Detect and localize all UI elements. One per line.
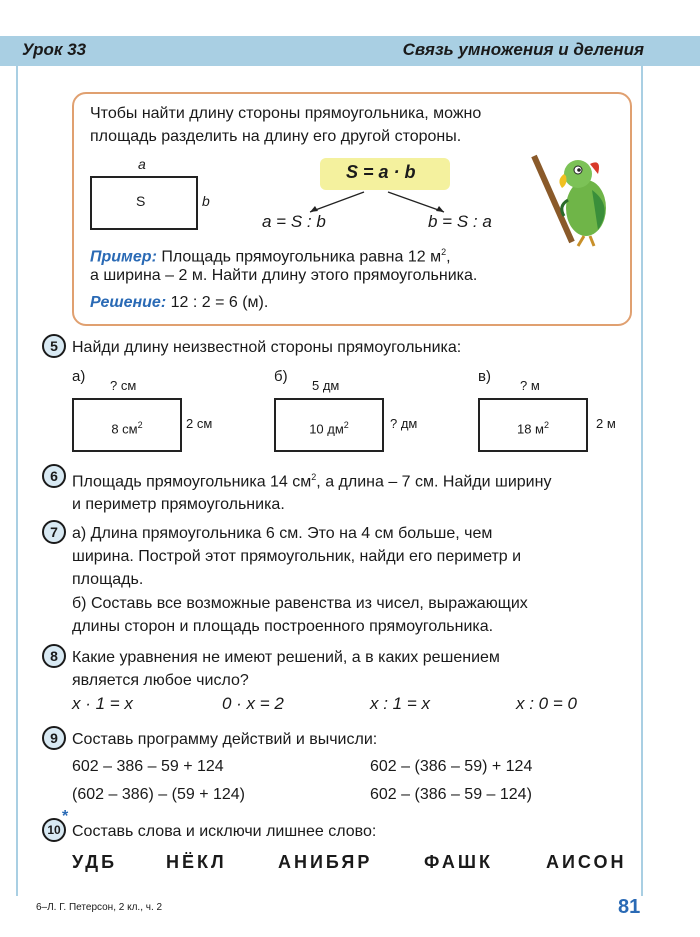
left-margin-rule	[16, 66, 18, 896]
task-5-number: 5	[42, 334, 66, 358]
task-7b-line-1: б) Составь все возможные равенства из чисел, выражающих	[72, 595, 528, 612]
task-5a-letter: а)	[72, 368, 86, 385]
example-sup: 2	[441, 247, 447, 257]
task-8-line-2: является любое число?	[72, 672, 249, 689]
task-9-expression-2: 602 – (386 – 59) + 124	[370, 758, 533, 775]
task-8-line-1: Какие уравнения не имеют решений, а в каких решением	[72, 649, 500, 666]
task-6-sup: 2	[311, 472, 317, 482]
task-10-star: *	[62, 808, 69, 825]
parrot-illustration	[528, 150, 618, 250]
rect-label-b: b	[202, 193, 210, 209]
example-text-1: Площадь прямоугольника равна 12 м	[161, 248, 442, 266]
lesson-topic: Связь умножения и деления	[402, 40, 644, 59]
task-10-word-1: УДБ	[72, 852, 118, 872]
task-8-text	[72, 646, 632, 692]
task-5c-letter: в)	[478, 368, 491, 385]
task-9-expression-3: (602 – 386) – (59 + 124)	[72, 786, 246, 803]
area-formula: S = a · b	[346, 162, 416, 182]
task-9-text: Составь программу действий и вычисли:	[72, 731, 378, 748]
task-5c-sup: 2	[544, 420, 550, 430]
task-10-word-2: НЁКЛ	[166, 852, 227, 872]
example-text-2: а ширина – 2 м. Найти длину этого прямоугольника.	[90, 267, 478, 284]
right-margin-rule	[641, 66, 643, 896]
solution-label: Решение:	[90, 294, 167, 311]
solution-line	[90, 291, 630, 314]
task-6-line-2: и периметр прямоугольника.	[72, 496, 285, 514]
task-5c-rectangle	[478, 398, 588, 452]
task-10-word-4: ФАШК	[424, 852, 493, 872]
task-8-number: 8	[42, 644, 66, 668]
task-6-line-1b: , а длина – 7 см. Найди ширину	[316, 473, 552, 491]
task-7a-line-3: площадь.	[72, 571, 144, 588]
task-5b-sup: 2	[343, 420, 349, 430]
task-10-word-3: АНИБЯР	[278, 852, 373, 872]
task-8-equation-4: x : 0 = 0	[516, 694, 577, 713]
task-9-number: 9	[42, 726, 66, 750]
task-5b-letter: б)	[274, 368, 288, 385]
task-5a-sup: 2	[137, 420, 143, 430]
task-6-line-1	[72, 466, 632, 493]
task-10-number: 10	[42, 818, 66, 842]
task-5c-area: 18 м	[516, 421, 544, 437]
solution-text: 12 : 2 = 6 (м).	[170, 294, 269, 311]
task-7-number: 7	[42, 520, 66, 544]
task-5-text: Найди длину неизвестной стороны прямоугольника:	[72, 339, 462, 356]
task-5a-rectangle	[72, 398, 182, 452]
rule-line-1: Чтобы найти длину стороны прямоугольника, можно	[90, 105, 482, 122]
task-7a-line-1: а) Длина прямоугольника 6 см. Это на 4 см больше, чем	[72, 525, 493, 542]
task-5b-rectangle	[274, 398, 384, 452]
task-5c-top: ? м	[520, 378, 540, 393]
task-6-number: 6	[42, 464, 66, 488]
task-10-word-5: АИСОН	[546, 852, 627, 872]
task-5b-top: 5 дм	[312, 378, 340, 393]
example-label: Пример:	[90, 248, 157, 266]
task-5a-side: 2 см	[186, 416, 213, 431]
task-5b-side: ? дм	[390, 416, 418, 431]
task-6-line-1a: Площадь прямоугольника 14 см	[72, 473, 312, 491]
task-10-text: Составь слова и исключи лишнее слово:	[72, 823, 377, 840]
formula-b: b = S : a	[428, 212, 492, 231]
rect-label-s: S	[136, 193, 146, 209]
task-8-equation-3: x : 1 = x	[370, 694, 430, 713]
task-5c-side: 2 м	[596, 416, 616, 431]
task-7b-text	[72, 592, 632, 638]
task-7a-text	[72, 522, 632, 591]
task-6-text	[72, 466, 632, 516]
task-5a-area: 8 см	[111, 421, 138, 437]
task-8-equation-2: 0 · x = 2	[222, 694, 284, 713]
task-9-expression-1: 602 – 386 – 59 + 124	[72, 758, 224, 775]
task-7a-line-2: ширина. Построй этот прямоугольник, найди его периметр и	[72, 548, 522, 565]
rule-text	[90, 102, 620, 148]
footer-credit: 6–Л. Г. Петерсон, 2 кл., ч. 2	[36, 902, 163, 913]
example-tail: ,	[446, 248, 451, 266]
lesson-number: Урок 33	[22, 40, 87, 59]
task-8-equation-1: x · 1 = x	[72, 694, 133, 713]
rect-label-a: a	[138, 156, 146, 172]
formula-a: a = S : b	[262, 212, 326, 231]
task-7b-line-2: длины сторон и площадь построенного прямоугольника.	[72, 618, 494, 635]
page-number: 81	[618, 896, 641, 918]
rule-line-2: площадь разделить на длину его другой стороны.	[90, 128, 462, 145]
task-5a-top: ? см	[110, 378, 137, 393]
task-9-expression-4: 602 – (386 – 59 – 124)	[370, 786, 532, 803]
task-5b-area: 10 дм	[309, 421, 344, 437]
